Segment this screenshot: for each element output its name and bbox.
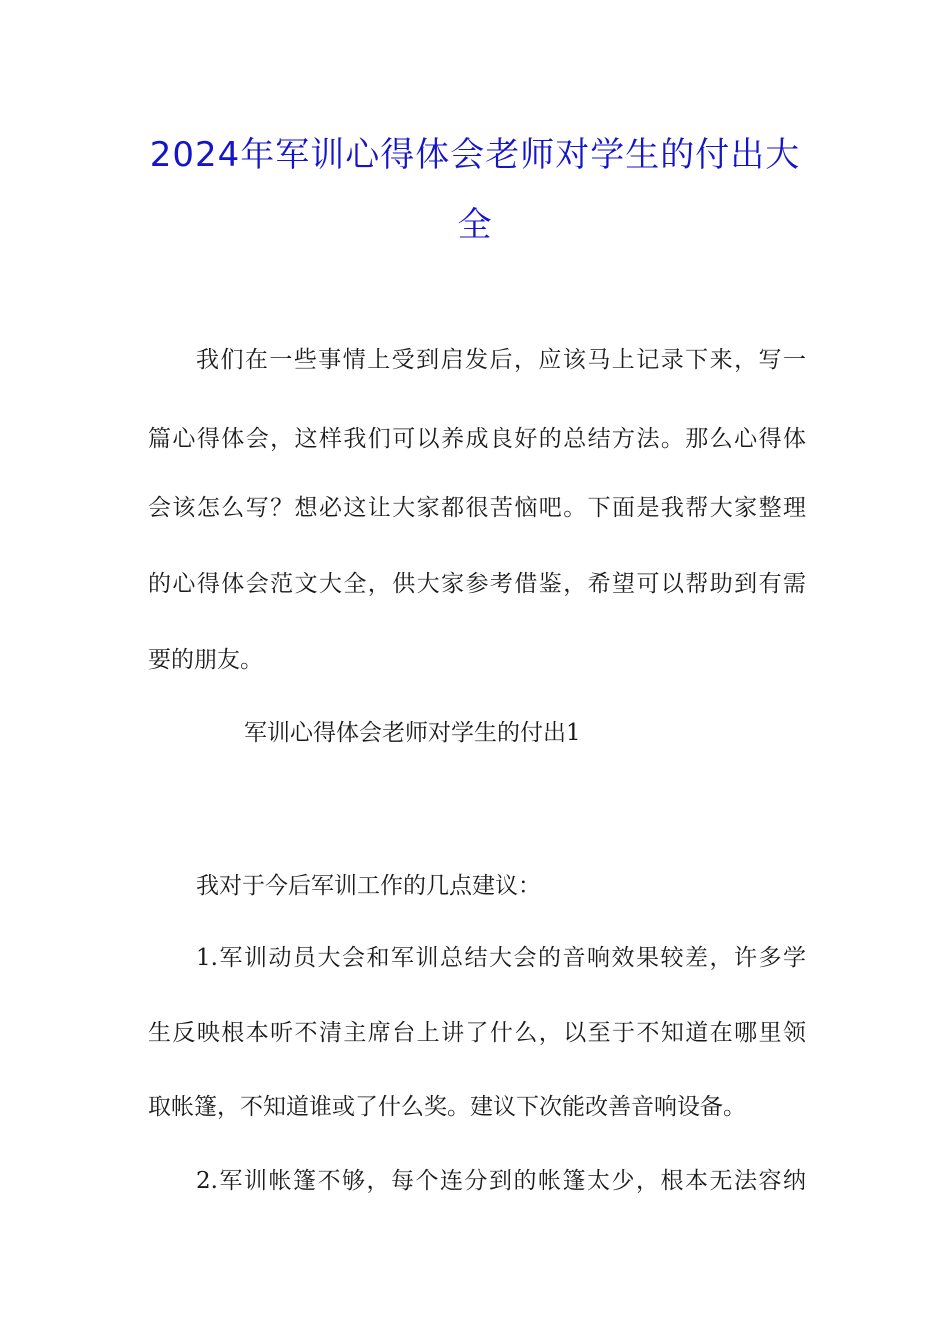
intro-line-2: 篇心得体会，这样我们可以养成良好的总结方法。那么心得体 (148, 426, 806, 452)
item1-line-1: 1.军训动员大会和军训总结大会的音响效果较差，许多学 (196, 945, 806, 971)
item2-line-1: 2.军训帐篷不够，每个连分到的帐篷太少，根本无法容纳 (196, 1168, 806, 1194)
intro-line-1: 我们在一些事情上受到启发后，应该马上记录下来，写一 (196, 347, 806, 373)
document-title (140, 120, 810, 260)
item1-line-2: 生反映根本听不清主席台上讲了什么，以至于不知道在哪里领 (148, 1020, 806, 1046)
title-line-2: 全 (457, 205, 493, 245)
title-line-1: 2024年军训心得体会老师对学生的付出大 (149, 135, 801, 175)
section-heading: 军训心得体会老师对学生的付出1 (244, 720, 581, 746)
item1-line-3: 取帐篷，不知道谁或了什么奖。建议下次能改善音响设备。 (148, 1094, 746, 1120)
intro-line-3: 会该怎么写？想必这让大家都很苦恼吧。下面是我帮大家整理 (148, 495, 806, 521)
section-lead: 我对于今后军训工作的几点建议： (196, 873, 541, 899)
intro-line-5: 要的朋友。 (148, 647, 263, 673)
intro-line-4: 的心得体会范文大全，供大家参考借鉴，希望可以帮助到有需 (148, 571, 806, 597)
